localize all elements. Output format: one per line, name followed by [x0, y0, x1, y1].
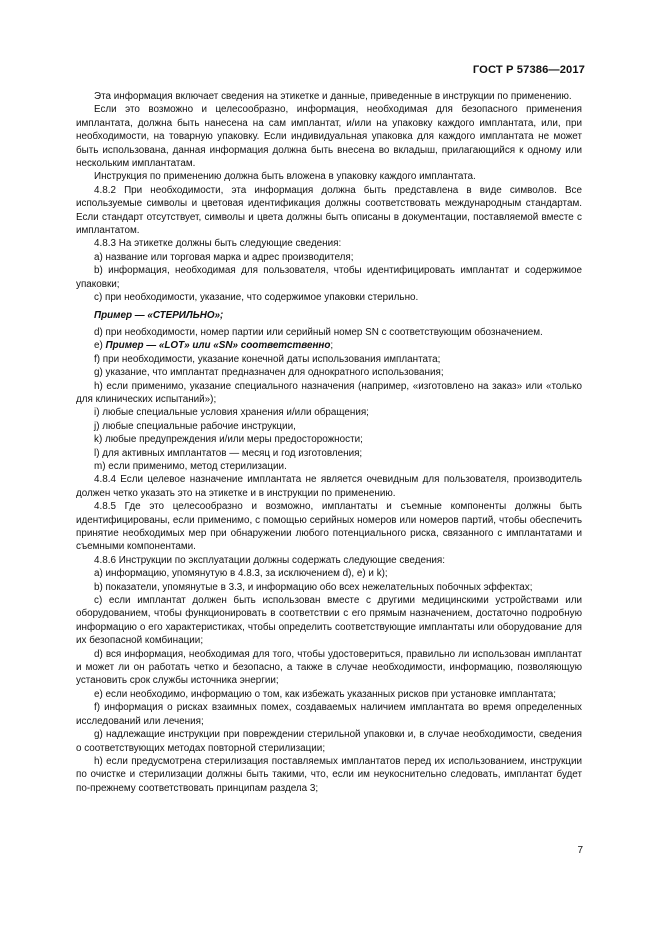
clause-4-8-4: 4.8.4 Если целевое назначение имплантата не является очевидным для пользователя, производитель должен четко указать это на этикетке и в инструкции по применению. — [76, 474, 582, 499]
paragraph: Эта информация включает сведения на этикетке и данные, приведенные в инструкции по применению. — [94, 91, 572, 102]
list-item: j) любые специальные рабочие инструкции, — [94, 420, 296, 432]
list-item: g) указание, что имплантат предназначен для однократного использования; — [94, 367, 444, 379]
list-item: h) если предусмотрена стерилизация поставляемых имплантатов перед их использованием, инструкции по очистке и стерилизации должны быть такими, что, если им неукоснительно следовать, имплантат будет по-прежнему соответствовать принципам раздела 3; — [76, 755, 582, 794]
clause-4-8-5: 4.8.5 Где это целесообразно и возможно, имплантаты и съемные компоненты должны быть идентифицированы, если применимо, с помощью серийных номеров или номеров партий, чтобы обеспечить принятие необходимых мер при обнаружении любого потенциального риска, связанного с имплантатами и съемными компонентами. — [76, 501, 582, 553]
list-item: a) информацию, упомянутую в 4.8.3, за исключением d), e) и k); — [94, 568, 388, 580]
list-item: l) для активных имплантатов — месяц и год изготовления; — [94, 447, 363, 459]
list-item: c) при необходимости, указание, что содержимое упаковки стерильно. — [94, 292, 419, 304]
clause-4-8-6: 4.8.6 Инструкции по эксплуатации должны содержать следующие сведения: — [94, 554, 446, 566]
list-item: f) информация о рисках взаимных помех, создаваемых наличием имплантата во время определенных исследований или лечения; — [76, 702, 582, 727]
list-item: d) вся информация, необходимая для того, чтобы удостовериться, правильно ли использован имплантат и может ли он работать четко и безопасно, а также в случае необходимости, информацию, позволяющую установить срок службы источника энергии; — [76, 648, 582, 687]
paragraph: Если это возможно и целесообразно, информация, необходимая для безопасного применения имплантата, должна быть нанесена на сам имплантат, и/или на упаковку каждого имплантата, или, при необходимости, на товарную упаковку. Если индивидуальная упаковка для каждого имплантата не может быть использована, данная информация должна быть внесена во вкладыш, прилагающийся к одному или нескольким имплантатам. — [76, 104, 582, 170]
example-sterile: Пример — «СТЕРИЛЬНО»; — [94, 309, 224, 321]
page-number: 7 — [577, 845, 583, 856]
list-item: b) показатели, упомянутые в 3.3, и информацию обо всех нежелательных побочных эффектах; — [94, 581, 533, 593]
list-item: m) если применимо, метод стерилизации. — [94, 460, 287, 472]
list-item: a) название или торговая марка и адрес производителя; — [94, 251, 354, 263]
list-item: e) если необходимо, информацию о том, как избежать указанных рисков при установке имплантата; — [94, 688, 556, 700]
paragraph: Инструкция по применению должна быть вложена в упаковку каждого имплантата. — [94, 171, 476, 183]
list-item: g) надлежащие инструкции при повреждении стерильной упаковки и, в случае необходимости, сведения о соответствующих методах повторной стерилизации; — [76, 729, 582, 754]
clause-4-8-3: 4.8.3 На этикетке должны быть следующие сведения: — [94, 238, 342, 250]
list-item: c) если имплантат должен быть использован вместе с другими медицинскими устройствами или оборудованием, чтобы функционировать в соответствии с его прямым назначением, достаточно подробную информацию о его характеристиках, чтобы определить соответствующие имплантаты или оборудование для их безопасной комбинации; — [76, 595, 582, 647]
body-text — [76, 90, 582, 795]
list-item: h) если применимо, указание специального назначения (например, «изготовлено на заказ» или «только для клинических испытаний»); — [76, 380, 582, 405]
list-item-e: e) Пример — «LOT» или «SN» соответственно; — [94, 340, 334, 352]
list-item: b) информация, необходимая для пользователя, чтобы идентифицировать имплантат и содержимое упаковки; — [76, 265, 582, 290]
list-item: f) при необходимости, указание конечной даты использования имплантата; — [94, 353, 441, 365]
standard-designation: ГОСТ Р 57386—2017 — [472, 64, 585, 76]
list-item: i) любые специальные условия хранения и/или обращения; — [94, 407, 369, 419]
list-item: d) при необходимости, номер партии или серийный номер SN с соответствующим обозначением. — [94, 326, 543, 338]
clause-4-8-2: 4.8.2 При необходимости, эта информация должна быть представлена в виде символов. Все используемые символы и цветовая идентификация должны соответствовать международным стандартам. Если стандарт отсутствует, символы и цвета должны быть описаны в документации, поставляемой вместе с имплантатом. — [76, 184, 582, 237]
list-item: k) любые предупреждения и/или меры предосторожности; — [94, 434, 363, 446]
example-lot-sn: Пример — «LOT» или «SN» соответственно — [105, 340, 331, 352]
list-item-e-label: e) — [94, 340, 106, 352]
